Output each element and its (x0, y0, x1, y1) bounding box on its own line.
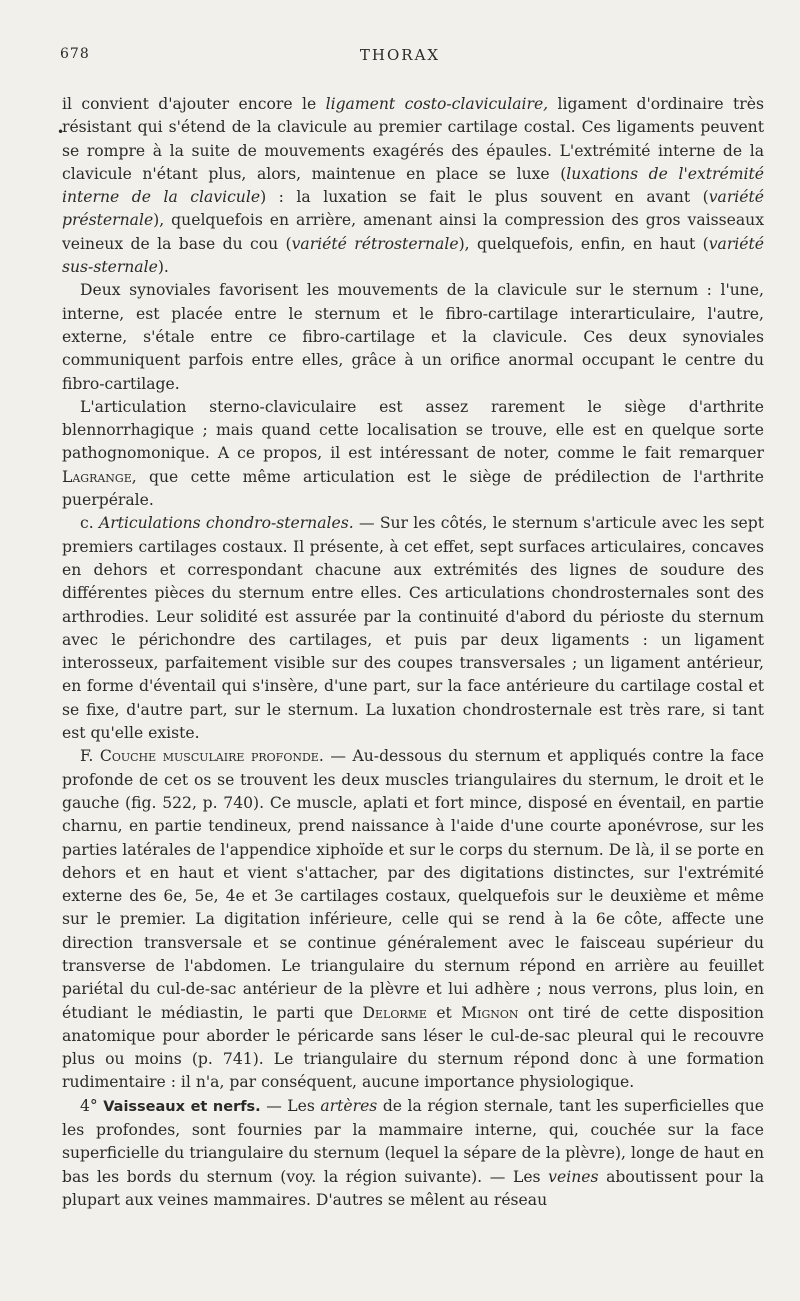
paragraph-ligament-costo-claviculaire: il convient d'ajouter encore le ligament costo-claviculaire, ligament d'ordinaire très résistant qui s'étend de la clavicule au premier cartilage costal. Ces ligaments peuvent se rompre à la suite de mouvements exagérés des épaules. L'extrémité interne de la clavicule n'étant plus, alors, maintenue en place se luxe (luxations de l'extrémité interne de la clavicule) : la luxation se fait le plus souvent en avant (variété présternale), quelquefois en arrière, amenant ainsi la compression des gros vaisseaux veineux de la base du cou (variété rétrosternale), quelquefois, enfin, en haut (variété sus-sternale). (62, 95, 764, 277)
paragraph-vaisseaux-nerfs: 4° Vaisseaux et nerfs. — Les artères de la région sternale, tant les superficielles que les profondes, sont fournies par la mammaire interne, qui, couchée sur la face superficielle du triangulaire du sternum (lequel la sépare de la plèvre), longe de haut en bas les bords du sternum (voy. la région suivante). — Les veines aboutissent pour la plupart aux veines mammaires. D'autres se mêlent au réseau (62, 1096, 764, 1209)
paragraph-chondro-sternales: c. Articulations chondro-sternales. — Sur les côtés, le sternum s'articule avec les sept premiers cartilages costaux. Il présente, à cet effet, sept surfaces articulaires, concaves en dehors et correspondant chacune aux extrémités des lignes de soudure des différentes pièces du sternum entre elles. Ces articulations chondrosternales sont des arthrodies. Leur solidité est assurée par la continuité d'abord du périoste du sternum avec le périchondre des cartilages, et puis par deux ligaments : un ligament interosseux, parfaitement visible sur des coupes transversales ; un ligament antérieur, en forme d'éventail qui s'insère, d'une part, sur la face antérieure du cartilage costal et se fixe, d'autre part, sur le sternum. La luxation chondrosternale est très rare, si tant est qu'elle existe. (62, 514, 764, 743)
running-title: THORAX (359, 46, 441, 64)
page-header (0, 46, 800, 70)
paragraph-synoviales: Deux synoviales favorisent les mouvements de la clavicule sur le sternum : l'une, interne, est placée entre le sternum et le fibro-cartilage interarticulaire, l'autre, externe, s'étale entre ce fibro-cartilage et la clavicule. Ces deux synoviales communiquent parfois entre elles, grâce à un orifice anormal occupant le centre du fibro-cartilage. (62, 281, 764, 393)
paragraph-couche-musculaire: F. Couche musculaire profonde. — Au-dessous du sternum et appliqués contre la face profonde de cet os se trouvent les deux muscles triangulaires du sternum, le droit et le gauche (fig. 522, p. 740). Ce muscle, aplati et fort mince, disposé en éventail, en partie charnu, en partie tendineux, prend naissance à l'aide d'une courte aponévrose, sur les parties latérales de l'appendice xiphoïde et sur le corps du sternum. De là, il se porte en dehors et en haut et vient s'attacher, par des digitations distinctes, sur l'extrémité externe des 6e, 5e, 4e et 3e cartilages costaux, quelquefois sur le deuxième et même sur le premier. La digitation inférieure, celle qui se rend à la 6e côte, affecte une direction transversale et se continue généralement avec le faisceau supérieur du transverse de l'abdomen. Le triangulaire du sternum répond en arrière au feuillet pariétal du cul-de-sac antérieur de la plèvre et lui adhère ; nous verrons, plus loin, en étudiant le médiastin, le parti que Delorme et Mignon ont tiré de cette disposition anatomique pour aborder le péricarde sans léser le cul-de-sac pleural qui le recouvre plus ou moins (p. 741). Le triangulaire du sternum répond donc à une formation rudimentaire : il n'a, par conséquent, aucune importance physiologique. (62, 747, 764, 1092)
paragraph-arthrite: L'articulation sterno-claviculaire est assez rarement le siège d'arthrite blennorrhagique ; mais quand cette localisation se trouve, elle est en quelque sorte pathognomonique. A ce propos, il est intéressant de noter, comme le fait remarquer Lagrange, que cette même articulation est le siège de prédilection de l'arthrite puerpérale. (62, 397, 764, 510)
body-text (62, 93, 764, 1212)
page-number: 678 (60, 46, 90, 62)
margin-mark: • (57, 125, 65, 139)
